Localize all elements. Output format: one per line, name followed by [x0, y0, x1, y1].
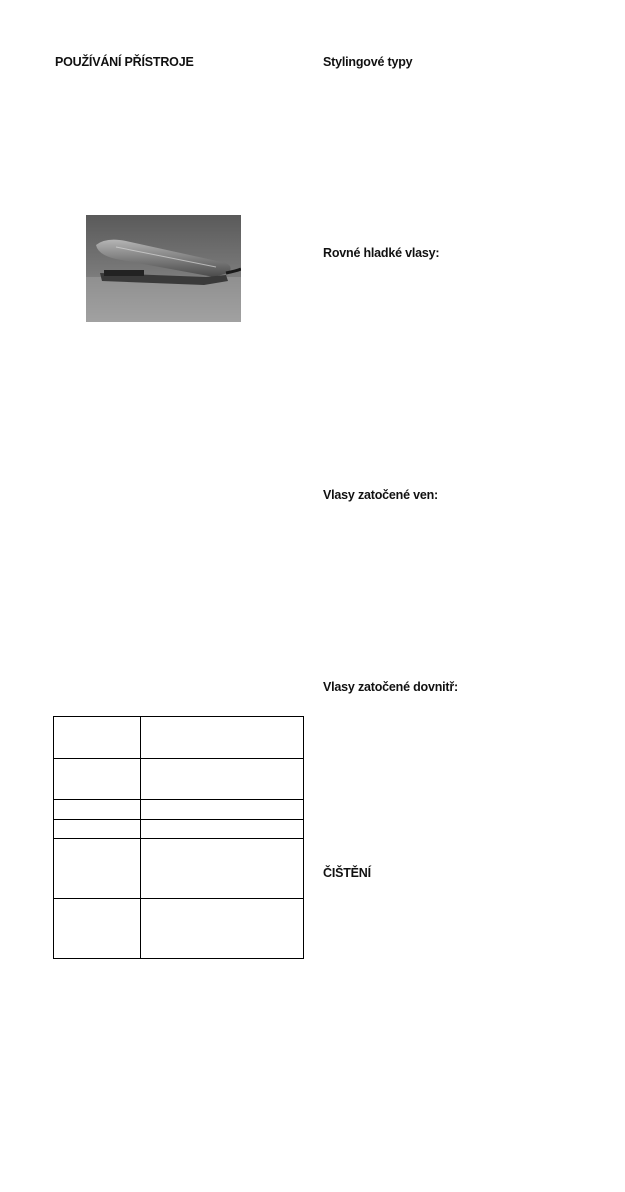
section-heading-styling-types: Stylingové typy — [323, 55, 413, 69]
table-row — [54, 899, 304, 959]
section-heading-usage: POUŽÍVÁNÍ PŘÍSTROJE — [55, 55, 194, 69]
table-row — [54, 839, 304, 899]
table-row — [54, 759, 304, 800]
table-row — [54, 800, 304, 820]
table-row — [54, 717, 304, 759]
table-cell-label — [54, 839, 141, 899]
table-cell-label — [54, 717, 141, 759]
hair-straightener-photo — [86, 215, 241, 322]
table-cell-label — [54, 899, 141, 959]
table-cell-value — [141, 759, 304, 800]
table-cell-value — [141, 899, 304, 959]
table-cell-value — [141, 820, 304, 839]
table-cell-label — [54, 759, 141, 800]
table-cell-value — [141, 839, 304, 899]
section-heading-straight-hair: Rovné hladké vlasy: — [323, 246, 440, 260]
section-heading-curled-in: Vlasy zatočené dovnitř: — [323, 680, 459, 694]
table-cell-label — [54, 800, 141, 820]
table-cell-value — [141, 800, 304, 820]
section-heading-cleaning: ČIŠTĚNÍ — [323, 866, 371, 880]
spec-table — [53, 716, 304, 959]
table-cell-value — [141, 717, 304, 759]
table-cell-label — [54, 820, 141, 839]
section-heading-curled-out: Vlasy zatočené ven: — [323, 488, 439, 502]
table-row — [54, 820, 304, 839]
